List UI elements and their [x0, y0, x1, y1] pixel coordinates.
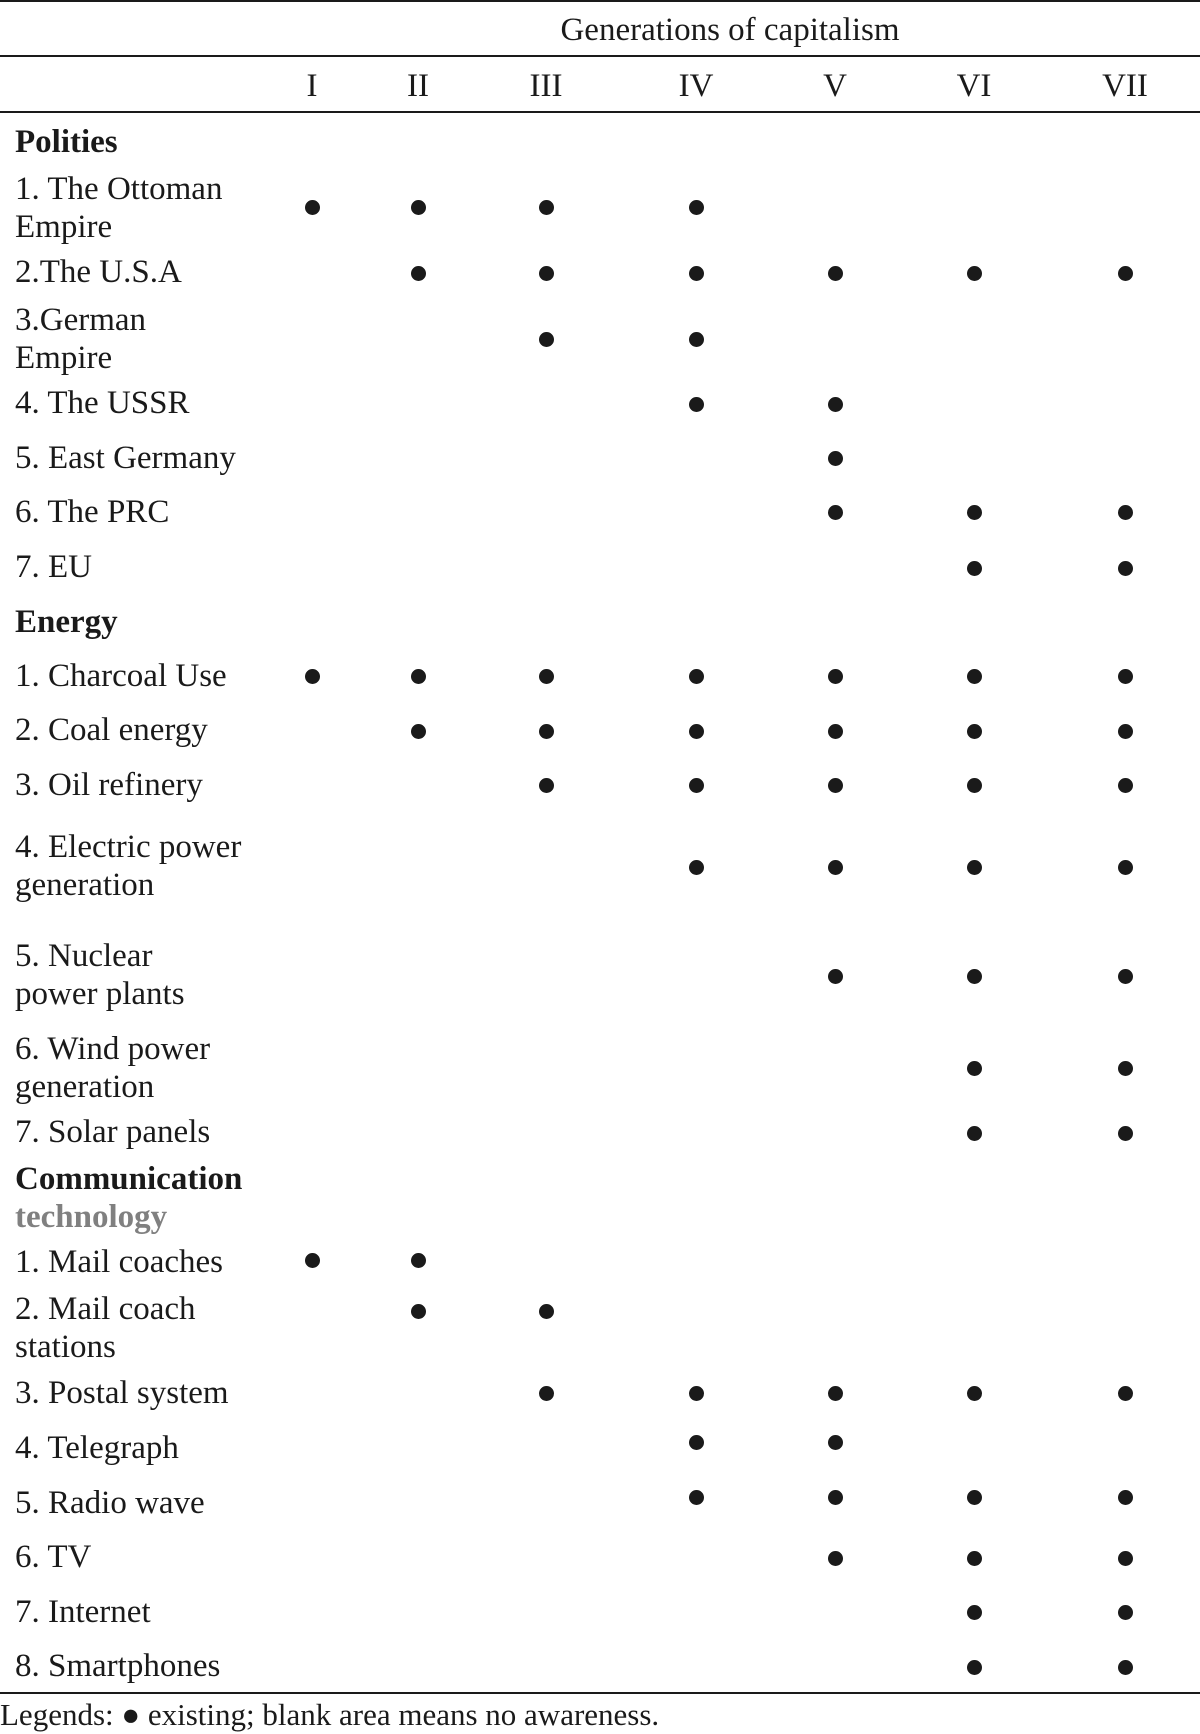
existing-dot: [967, 1551, 982, 1566]
existing-dot: [967, 1490, 982, 1505]
row-label: 1. Mail coaches: [15, 1244, 224, 1280]
row-label: 1. Charcoal Use: [15, 658, 227, 694]
top-rule: [0, 0, 1200, 2]
existing-dot: [689, 860, 704, 875]
existing-dot: [305, 200, 320, 215]
existing-dot: [411, 669, 426, 684]
existing-dot: [828, 969, 843, 984]
existing-dot: [539, 1386, 554, 1401]
column-header-i: I: [306, 68, 318, 104]
existing-dot: [539, 1304, 554, 1319]
existing-dot: [828, 505, 843, 520]
existing-dot: [689, 778, 704, 793]
existing-dot: [967, 1605, 982, 1620]
existing-dot: [539, 200, 554, 215]
existing-dot: [1118, 778, 1133, 793]
existing-dot: [967, 1061, 982, 1076]
existing-dot: [967, 266, 982, 281]
existing-dot: [539, 778, 554, 793]
column-header-vii: VII: [1102, 68, 1148, 104]
column-header-v: V: [823, 68, 847, 104]
existing-dot: [967, 505, 982, 520]
section-title-line1: Communication: [15, 1161, 243, 1197]
existing-dot: [1118, 505, 1133, 520]
row-label: 4. Electric power generation: [15, 829, 242, 903]
row-label: 2.The U.S.A: [15, 254, 182, 290]
existing-dot: [967, 1126, 982, 1141]
existing-dot: [828, 778, 843, 793]
existing-dot: [539, 669, 554, 684]
existing-dot: [828, 1435, 843, 1450]
row-label: 7. Solar panels: [15, 1114, 211, 1150]
existing-dot: [689, 1386, 704, 1401]
column-header-ii: II: [407, 68, 429, 104]
row-label: 6. The PRC: [15, 494, 170, 530]
existing-dot: [967, 1660, 982, 1675]
header-bottom-rule: [0, 111, 1200, 113]
existing-dot: [828, 1490, 843, 1505]
existing-dot: [689, 1435, 704, 1450]
row-label: 6. TV: [15, 1539, 92, 1575]
existing-dot: [1118, 669, 1133, 684]
row-label: 1. The Ottoman Empire: [15, 171, 223, 245]
existing-dot: [967, 860, 982, 875]
row-label: 3. Postal system: [15, 1375, 229, 1411]
row-label: 3. Oil refinery: [15, 767, 203, 803]
existing-dot: [967, 1386, 982, 1401]
existing-dot: [411, 266, 426, 281]
existing-dot: [1118, 969, 1133, 984]
row-label: 3.German Empire: [15, 302, 147, 376]
row-label: 5. East Germany: [15, 440, 236, 476]
existing-dot: [1118, 1660, 1133, 1675]
existing-dot: [411, 200, 426, 215]
existing-dot: [305, 669, 320, 684]
row-label: 4. The USSR: [15, 385, 190, 421]
existing-dot: [967, 969, 982, 984]
existing-dot: [828, 266, 843, 281]
existing-dot: [828, 724, 843, 739]
existing-dot: [411, 724, 426, 739]
existing-dot: [828, 1551, 843, 1566]
existing-dot: [828, 669, 843, 684]
row-label: 7. EU: [15, 549, 92, 585]
existing-dot: [689, 397, 704, 412]
header-mid-rule: [0, 55, 1200, 57]
column-group-header: Generations of capitalism: [560, 12, 900, 48]
existing-dot: [1118, 860, 1133, 875]
existing-dot: [539, 724, 554, 739]
existing-dot: [1118, 1126, 1133, 1141]
existing-dot: [967, 669, 982, 684]
existing-dot: [689, 266, 704, 281]
existing-dot: [539, 266, 554, 281]
existing-dot: [1118, 266, 1133, 281]
existing-dot: [689, 724, 704, 739]
existing-dot: [1118, 1551, 1133, 1566]
section-title-line2: technology: [15, 1199, 168, 1235]
row-label: 2. Mail coach stations: [15, 1291, 196, 1365]
row-label: 8. Smartphones: [15, 1648, 221, 1684]
column-header-iv: IV: [678, 68, 714, 104]
row-label: 7. Internet: [15, 1594, 151, 1630]
table-bottom-rule: [0, 1692, 1200, 1694]
row-label: 4. Telegraph: [15, 1430, 179, 1466]
existing-dot: [1118, 1490, 1133, 1505]
existing-dot: [967, 724, 982, 739]
existing-dot: [1118, 1061, 1133, 1076]
section-title-energy: Energy: [15, 604, 118, 640]
existing-dot: [828, 860, 843, 875]
column-header-vi: VI: [956, 68, 992, 104]
existing-dot: [967, 778, 982, 793]
existing-dot: [305, 1253, 320, 1268]
existing-dot: [411, 1304, 426, 1319]
table-legend: Legends: ● existing; blank area means no awareness.: [0, 1697, 660, 1732]
existing-dot: [689, 200, 704, 215]
existing-dot: [689, 1490, 704, 1505]
existing-dot: [411, 1253, 426, 1268]
existing-dot: [828, 1386, 843, 1401]
column-header-iii: III: [529, 68, 563, 104]
row-label: 5. Radio wave: [15, 1485, 205, 1521]
section-title-communication-technology: [15, 1160, 242, 1236]
existing-dot: [967, 561, 982, 576]
section-title-polities: Polities: [15, 124, 118, 160]
existing-dot: [1118, 1386, 1133, 1401]
existing-dot: [539, 332, 554, 347]
row-label: 5. Nuclear power plants: [15, 938, 185, 1012]
existing-dot: [689, 332, 704, 347]
row-label: 6. Wind power generation: [15, 1031, 211, 1105]
existing-dot: [828, 397, 843, 412]
existing-dot: [1118, 561, 1133, 576]
row-label: 2. Coal energy: [15, 712, 208, 748]
existing-dot: [1118, 1605, 1133, 1620]
existing-dot: [1118, 724, 1133, 739]
existing-dot: [689, 669, 704, 684]
existing-dot: [828, 451, 843, 466]
